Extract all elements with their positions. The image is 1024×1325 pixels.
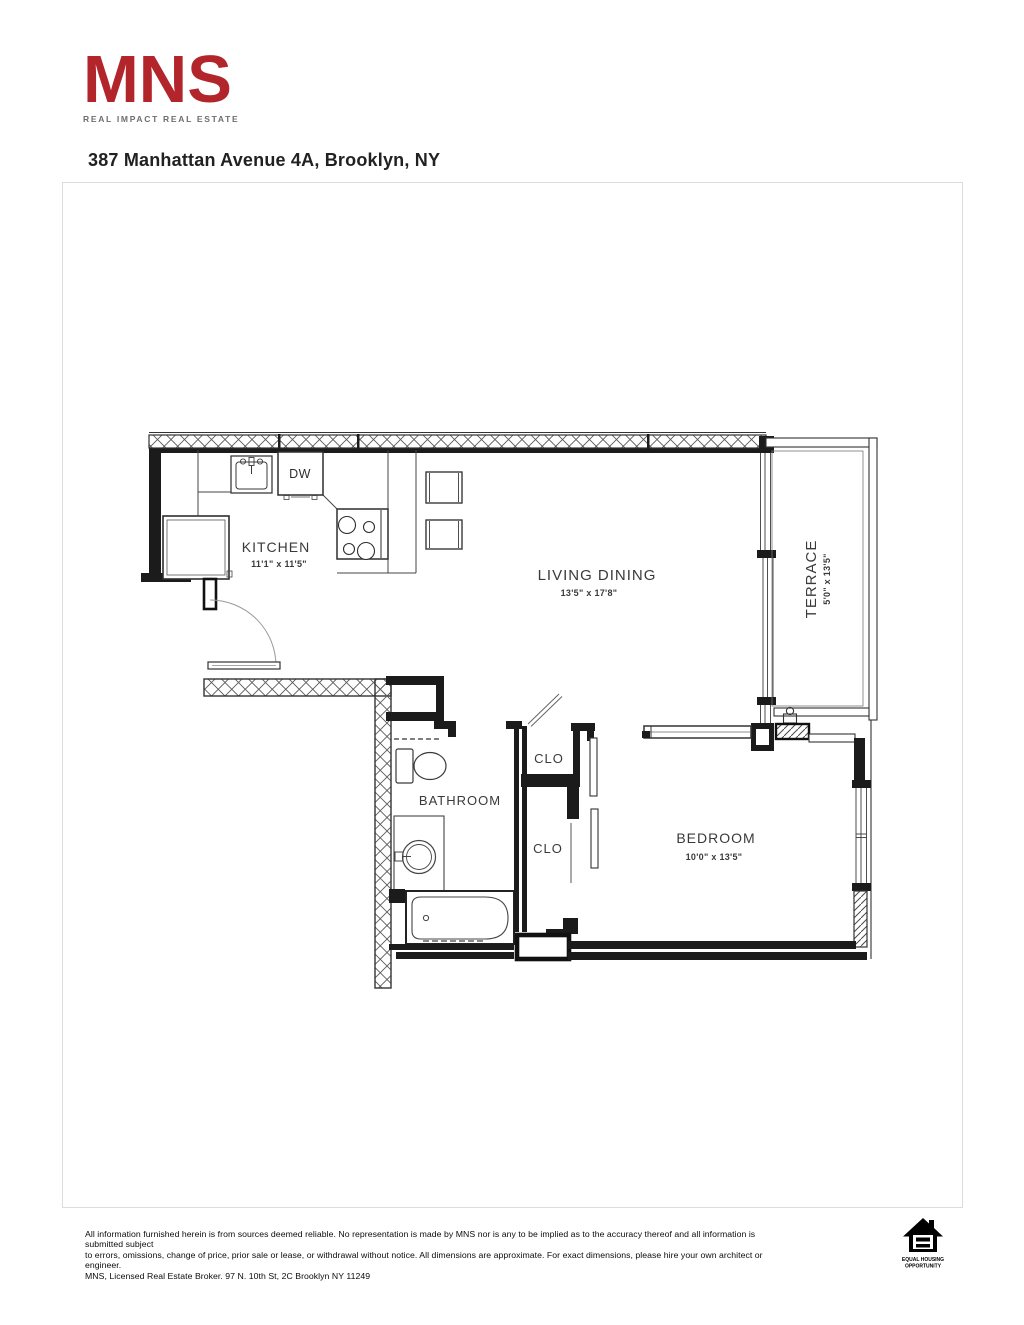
brand-tagline: REAL IMPACT REAL ESTATE — [83, 114, 240, 124]
closet-lower-label: CLO — [533, 841, 563, 856]
bedroom-dims: 10'0" x 13'5" — [685, 852, 743, 862]
bathroom-label: BATHROOM — [418, 793, 502, 808]
equal-housing-text-2: OPPORTUNITY — [904, 1263, 942, 1270]
disclaimer-line-2: to errors, omissions, change of price, prior sale or lease, or withdrawal without notice. All dimensions are approximate. For exact dimensions, please hire your own architect or engineer. — [85, 1249, 763, 1271]
wall-top-exterior — [149, 433, 766, 454]
bedroom-label: BEDROOM — [676, 830, 756, 846]
living-dining-label: LIVING DINING — [537, 567, 657, 584]
terrace-door-threshold — [776, 724, 809, 739]
toilet — [396, 749, 446, 783]
wall-bedroom-right — [809, 734, 871, 947]
disclaimer-line-1: All information furnished herein is from sources deemed reliable. No representation is made by MNS nor is any to be implied as to the accuracy thereof and all information is submitted subject — [85, 1229, 756, 1250]
brand-logo-text: MNS — [83, 42, 232, 117]
kitchen-dims: 11'1" x 11'5" — [251, 559, 307, 569]
bedroom-door-leaf — [528, 694, 562, 727]
bathtub — [389, 889, 514, 944]
dishwasher — [278, 452, 323, 500]
floorplan-drawing — [63, 183, 962, 1207]
dishwasher-label: DW — [289, 467, 311, 481]
bathroom-vanity — [394, 816, 444, 891]
equal-housing-icon — [894, 1216, 952, 1278]
stove — [337, 509, 388, 560]
brand-logo — [83, 42, 240, 124]
entry-door — [204, 579, 280, 669]
disclaimer — [85, 1229, 775, 1281]
terrace-dims: 5'0" x 13'5" — [822, 553, 832, 605]
disclaimer-line-3: MNS, Licensed Real Estate Broker. 97 N. 10th St, 2C Brooklyn NY 11249 — [85, 1270, 371, 1281]
refrigerator — [163, 516, 232, 579]
kitchen-label: KITCHEN — [241, 539, 311, 555]
living-dining-dims: 13'5" x 17'8" — [560, 588, 618, 598]
kitchen-sink — [231, 456, 272, 493]
closet-upper-label: CLO — [534, 751, 564, 766]
page-title: 387 Manhattan Avenue 4A, Brooklyn, NY — [88, 150, 441, 170]
wall-entry-hatched — [204, 679, 391, 988]
terrace-label: TERRACE — [803, 539, 820, 619]
kitchen-stools — [426, 472, 462, 549]
equal-housing-text-1: EQUAL HOUSING — [901, 1257, 945, 1263]
wall-bathroom-top — [386, 676, 456, 737]
floorplan-frame — [62, 182, 963, 1208]
closet-sliding-doors — [590, 738, 598, 868]
terrace-walls — [766, 438, 877, 959]
equal-housing-logo — [894, 1216, 952, 1278]
wall-bedroom-top — [642, 726, 751, 738]
